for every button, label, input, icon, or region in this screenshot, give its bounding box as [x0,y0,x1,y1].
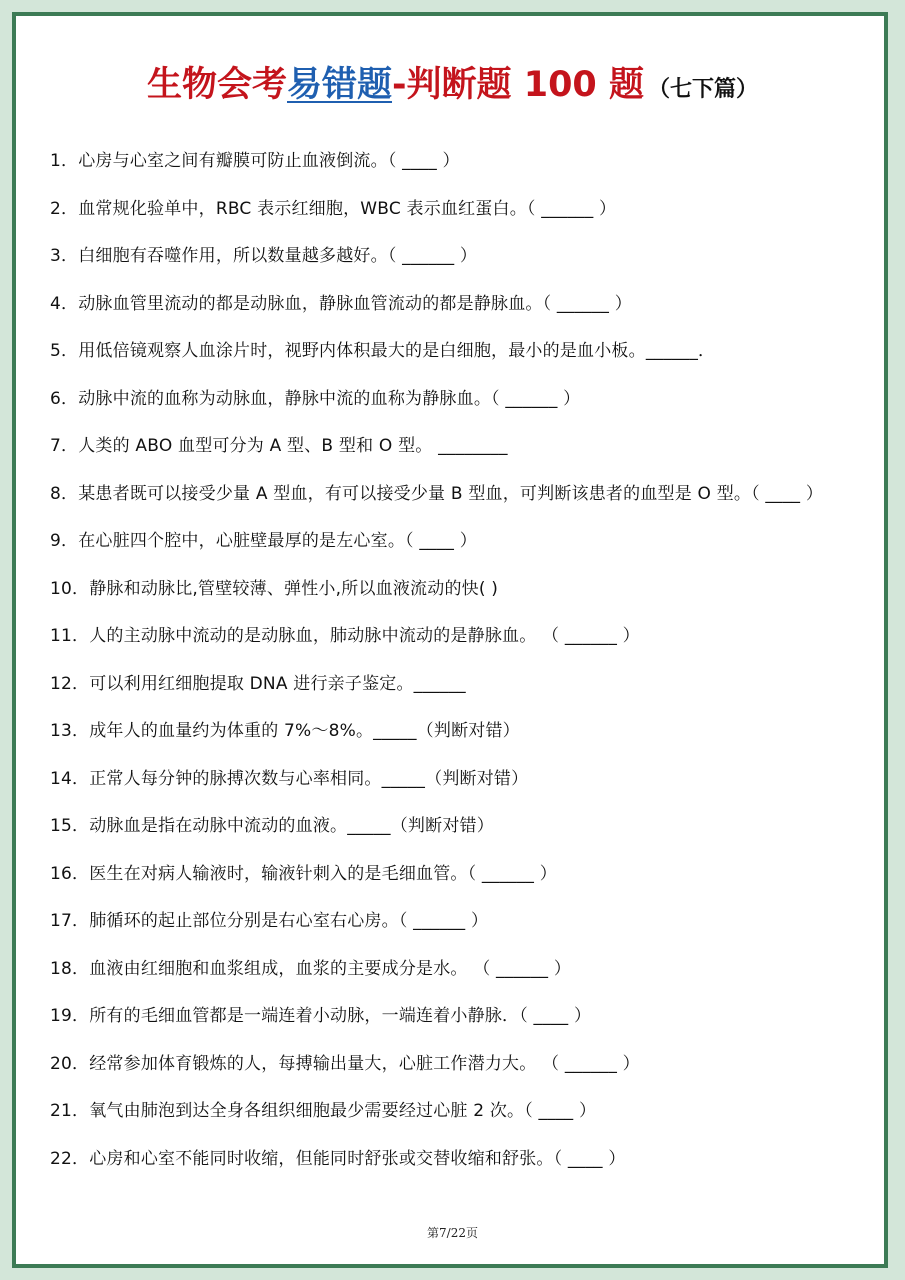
question-item: 22．心房和心室不能同时收缩，但能同时舒张或交替收缩和舒张。（ ____ ） [50,1148,626,1169]
question-item: 4．动脉血管里流动的都是动脉血，静脉血管流动的都是静脉血。（ ______ ） [50,293,632,314]
question-item: 21．氧气由肺泡到达全身各组织细胞最少需要经过心脏 2 次。（ ____ ） [50,1101,597,1121]
question-item: 1．心房与心室之间有瓣膜可防止血液倒流。（ ____ ） [50,151,460,171]
question-item: 6．动脉中流的血称为动脉血，静脉中流的血称为静脉血。（ ______ ） [50,388,581,409]
question-item: 15．动脉血是指在动脉中流动的血液。_____（判断对错） [50,816,494,836]
title-highlight: 易错题 [287,65,393,105]
question-item: 3．白细胞有吞噬作用，所以数量越多越好。（ ______ ） [50,246,478,266]
title-count: -判断题 100 题 [392,65,644,105]
question-item: 17．肺循环的起止部位分别是右心室右心房。（ ______ ） [50,911,489,931]
page-title [0,65,905,105]
page-number: 第7/22页 [427,1226,478,1240]
question-item: 2．血常规化验单中，RBC 表示红细胞，WBC 表示血红蛋白。（ ______ ） [50,198,617,219]
question-list [50,146,855,1191]
question-item: 14．正常人每分钟的脉搏次数与心率相同。_____（判断对错） [50,768,529,789]
question-item: 5．用低倍镜观察人血涂片时，视野内体积最大的是白细胞，最小的是血小板。______． [50,341,716,361]
question-item: 8．某患者既可以接受少量 A 型血，有可以接受少量 B 型血，可判断该患者的血型是 O 型。（ ____ ） [50,483,824,504]
question-item: 16．医生在对病人输液时，输液针刺入的是毛细血管。（ ______ ） [50,863,557,884]
question-item: 9．在心脏四个腔中，心脏壁最厚的是左心室。（ ____ ） [50,531,477,551]
question-item: 12．可以利用红细胞提取 DNA 进行亲子鉴定。______ [50,673,466,694]
question-item: 13．成年人的血量约为体重的 7%～8%。_____（判断对错） [50,721,520,741]
title-volume: （七下篇） [647,77,758,102]
question-item: 7．人类的 ABO 血型可分为 A 型、B 型和 O 型。 ________ [50,436,508,456]
question-item: 20．经常参加体育锻炼的人，每搏输出量大，心脏工作潜力大。 （ ______ ） [50,1053,640,1074]
question-item: 19．所有的毛细血管都是一端连着小动脉，一端连着小静脉．（ ____ ） [50,1006,592,1026]
question-item: 10．静脉和动脉比,管壁较薄、弹性小,所以血液流动的快( ) [50,578,499,599]
question-item: 18．血液由红细胞和血浆组成，血浆的主要成分是水。 （ ______ ） [50,958,572,979]
title-subject: 生物会考 [146,65,287,105]
question-item: 11．人的主动脉中流动的是动脉血，肺动脉中流动的是静脉血。 （ ______ ） [50,626,640,646]
